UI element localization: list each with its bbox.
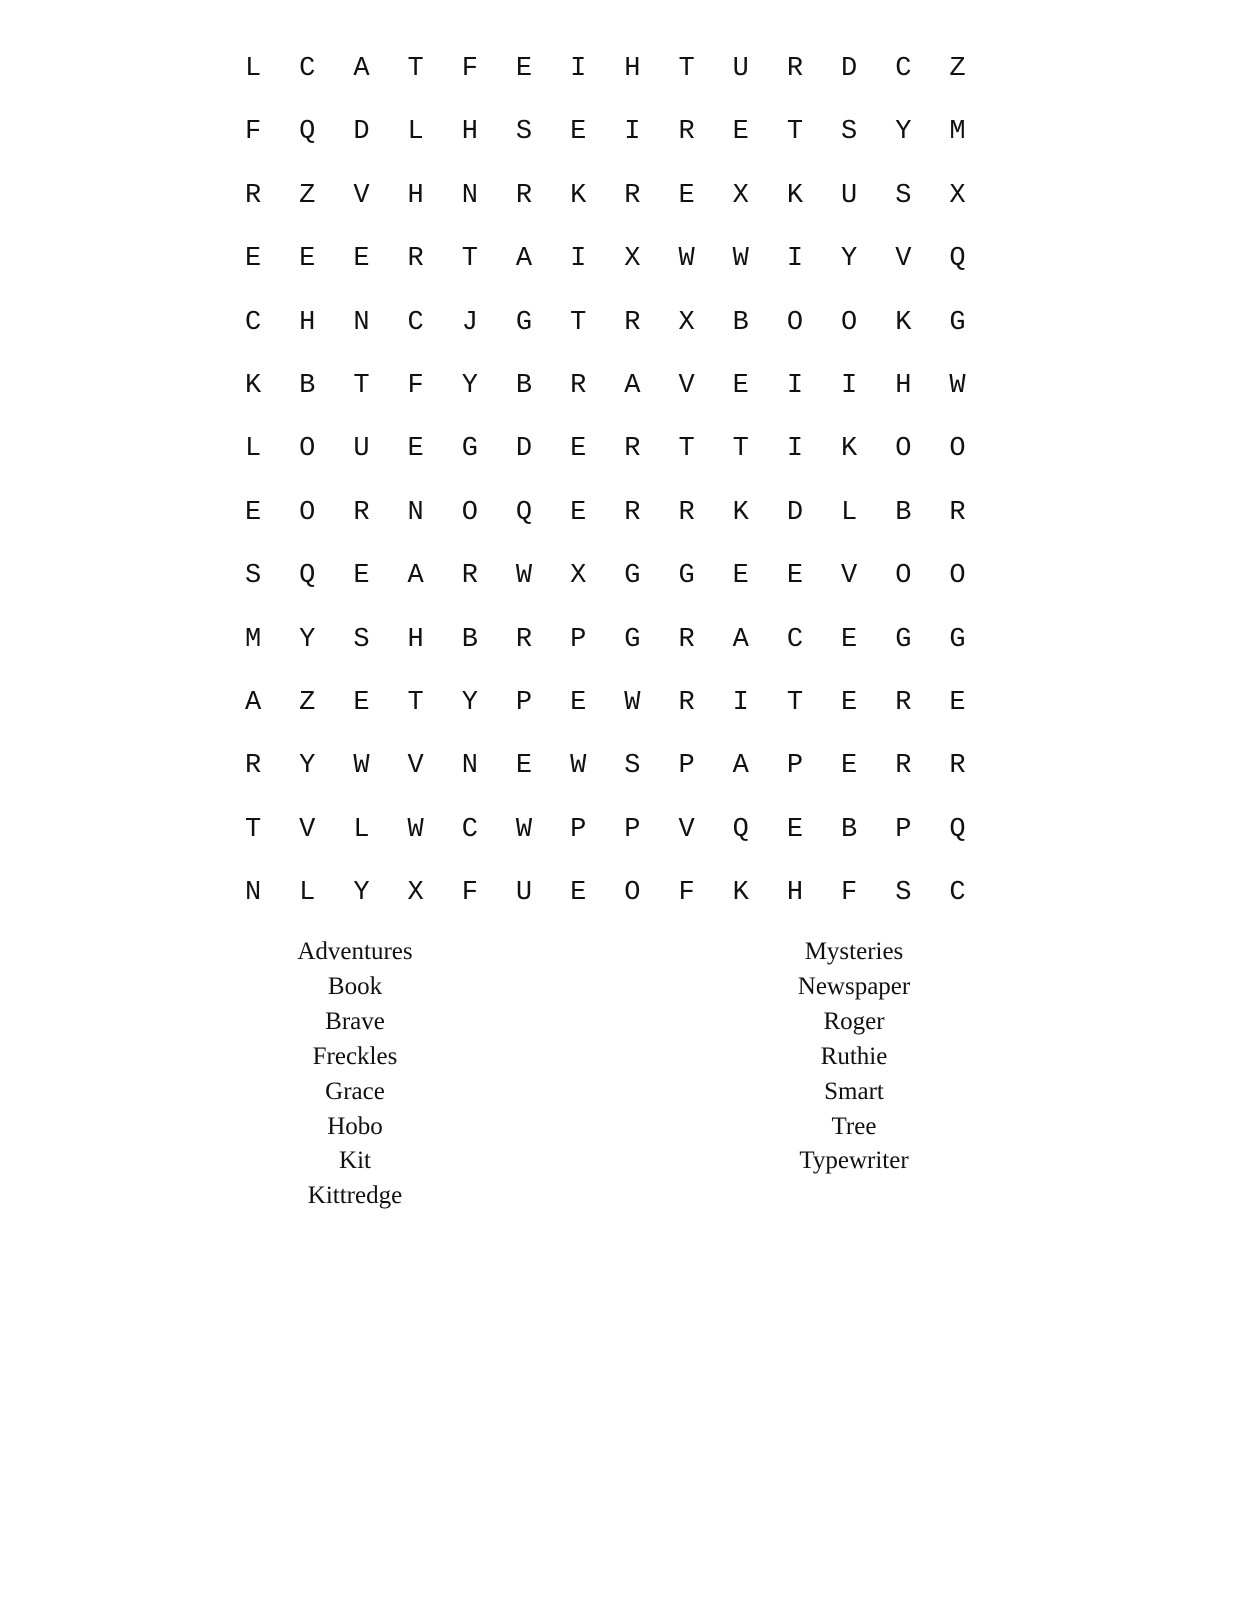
grid-letter: Z bbox=[299, 687, 316, 718]
grid-letter: S bbox=[895, 180, 912, 211]
grid-letter: V bbox=[353, 180, 370, 211]
grid-letter: L bbox=[244, 434, 262, 465]
grid-letter: W bbox=[515, 814, 533, 845]
grid-letter: O bbox=[949, 434, 966, 465]
grid-letter: C bbox=[786, 624, 804, 655]
grid-letter: B bbox=[461, 624, 478, 655]
grid-letter: R bbox=[461, 561, 478, 592]
grid-letter: F bbox=[407, 370, 424, 401]
grid-letter: L bbox=[841, 497, 858, 528]
grid-letter: T bbox=[407, 687, 424, 718]
grid-letter: U bbox=[732, 54, 749, 84]
grid-letter: Y bbox=[461, 370, 478, 401]
grid-letter: N bbox=[407, 497, 424, 528]
grid-letter: V bbox=[678, 814, 695, 845]
grid-letter: K bbox=[732, 878, 749, 909]
grid-letter: G bbox=[678, 561, 695, 592]
grid-letter: T bbox=[732, 434, 749, 465]
grid-letter: U bbox=[841, 180, 858, 211]
grid-letter: O bbox=[624, 878, 641, 909]
grid-letter: W bbox=[515, 561, 533, 592]
grid-letter: L bbox=[299, 878, 316, 909]
grid-letter: K bbox=[244, 370, 262, 401]
grid-letter: U bbox=[353, 434, 370, 465]
grid-letter: O bbox=[895, 561, 912, 592]
grid-letter: Y bbox=[299, 624, 316, 655]
grid-letter: Y bbox=[461, 687, 478, 718]
grid-letter: R bbox=[407, 244, 424, 275]
grid-letter: P bbox=[678, 751, 695, 782]
grid-letter: R bbox=[678, 687, 695, 718]
grid-letter: G bbox=[624, 624, 641, 655]
grid-letter: A bbox=[732, 751, 749, 782]
grid-letter: B bbox=[299, 370, 316, 401]
grid-letter: J bbox=[461, 307, 478, 338]
grid-letter: A bbox=[407, 561, 424, 592]
grid-letter: E bbox=[841, 751, 858, 782]
grid-letter: R bbox=[515, 624, 533, 655]
grid-letter: E bbox=[353, 244, 370, 275]
grid-letter: P bbox=[786, 751, 804, 782]
grid-letter: V bbox=[678, 370, 695, 401]
grid-letter: L bbox=[353, 814, 370, 845]
grid-letter: P bbox=[515, 687, 533, 718]
grid-letter: R bbox=[244, 180, 262, 211]
grid-letter: R bbox=[949, 751, 966, 782]
grid-letter: O bbox=[841, 307, 858, 338]
grid-letter: Q bbox=[949, 814, 966, 845]
grid-letter: A bbox=[624, 370, 641, 401]
grid-letter: G bbox=[624, 561, 641, 592]
grid-letter: R bbox=[624, 307, 641, 338]
grid-letter: D bbox=[515, 434, 533, 465]
grid-letter: V bbox=[841, 561, 858, 592]
grid-letter: E bbox=[353, 561, 370, 592]
grid-letter: W bbox=[353, 751, 370, 782]
grid-letter: Q bbox=[299, 561, 316, 592]
grid-letter: N bbox=[461, 180, 478, 211]
grid-letter: V bbox=[895, 244, 912, 275]
grid-letter: Q bbox=[949, 244, 966, 275]
grid-letter: K bbox=[895, 307, 912, 338]
grid-letter: P bbox=[624, 814, 641, 845]
grid-letter: S bbox=[244, 561, 262, 592]
word-list-item: Freckles bbox=[312, 1042, 398, 1070]
grid-letter: R bbox=[895, 751, 912, 782]
grid-letter: B bbox=[732, 307, 749, 338]
grid-letter: C bbox=[299, 54, 316, 84]
grid-letter: I bbox=[786, 244, 804, 275]
grid-letter: U bbox=[515, 878, 533, 909]
word-list-item: Kittredge bbox=[307, 1182, 403, 1210]
grid-letter: E bbox=[570, 434, 587, 465]
grid-letter: R bbox=[624, 434, 641, 465]
grid-letter: T bbox=[244, 814, 262, 845]
grid-letter: R bbox=[786, 54, 804, 84]
grid-letter: R bbox=[949, 497, 966, 528]
grid-letter: O bbox=[786, 307, 804, 338]
grid-letter: H bbox=[407, 624, 424, 655]
grid-letter: F bbox=[461, 54, 478, 84]
grid-letter: D bbox=[786, 497, 804, 528]
grid-letter: W bbox=[949, 370, 966, 401]
grid-letter: E bbox=[570, 878, 587, 909]
grid-letter: T bbox=[786, 687, 804, 718]
grid-letter: B bbox=[841, 814, 858, 845]
grid-letter: E bbox=[353, 687, 370, 718]
grid-letter: G bbox=[949, 307, 966, 338]
grid-letter: B bbox=[895, 497, 912, 528]
grid-letter: G bbox=[461, 434, 478, 465]
grid-letter: B bbox=[515, 370, 533, 401]
grid-letter: E bbox=[732, 117, 749, 148]
grid-letter: K bbox=[570, 180, 587, 211]
grid-letter: C bbox=[461, 814, 478, 845]
grid-letter: S bbox=[841, 117, 858, 148]
grid-letter: E bbox=[949, 687, 966, 718]
grid-letter: D bbox=[353, 117, 370, 148]
grid-letter: Z bbox=[949, 54, 966, 84]
grid-letter: O bbox=[299, 497, 316, 528]
word-list-item: Hobo bbox=[327, 1112, 383, 1140]
grid-letter: R bbox=[678, 624, 695, 655]
grid-letter: R bbox=[678, 497, 695, 528]
grid-letter: A bbox=[515, 244, 533, 275]
grid-letter: C bbox=[407, 307, 424, 338]
grid-letter: N bbox=[244, 878, 262, 909]
grid-letter: H bbox=[624, 54, 641, 84]
word-list-item: Newspaper bbox=[797, 972, 911, 1000]
word-list-item: Brave bbox=[325, 1007, 385, 1035]
grid-letter: R bbox=[515, 180, 533, 211]
word-list-item: Adventures bbox=[297, 938, 413, 965]
word-list-left bbox=[225, 935, 485, 1214]
grid-letter: Y bbox=[895, 117, 912, 148]
grid-letter: H bbox=[895, 370, 912, 401]
grid-letter: R bbox=[895, 687, 912, 718]
grid-letter: P bbox=[570, 814, 587, 845]
grid-letter: T bbox=[407, 54, 424, 84]
grid-letter: K bbox=[732, 497, 749, 528]
grid-letter: S bbox=[515, 117, 533, 148]
grid-letter: I bbox=[841, 370, 858, 401]
grid-letter: H bbox=[786, 878, 804, 909]
grid-letter: P bbox=[570, 624, 587, 655]
grid-letter: E bbox=[299, 244, 316, 275]
grid-letter: W bbox=[624, 687, 641, 718]
word-list-item: Grace bbox=[325, 1077, 385, 1105]
grid-letter: N bbox=[353, 307, 370, 338]
grid-letter: Y bbox=[353, 878, 370, 909]
grid-letter: W bbox=[407, 814, 424, 845]
grid-letter: X bbox=[732, 180, 749, 211]
grid-letter: R bbox=[678, 117, 695, 148]
grid-letter: R bbox=[570, 370, 587, 401]
word-list-item: Tree bbox=[831, 1112, 877, 1140]
grid-letter: E bbox=[570, 117, 587, 148]
grid-letter: X bbox=[407, 878, 424, 909]
grid-letter: Q bbox=[299, 117, 316, 148]
grid-letter: O bbox=[895, 434, 912, 465]
grid-letter: Q bbox=[732, 814, 749, 845]
grid-letter: W bbox=[732, 244, 749, 275]
grid-letter: E bbox=[570, 687, 587, 718]
grid-letter: Y bbox=[299, 751, 316, 782]
grid-letter: S bbox=[353, 624, 370, 655]
grid-letter: S bbox=[895, 878, 912, 909]
grid-letter: C bbox=[244, 307, 262, 338]
grid-letter: E bbox=[407, 434, 424, 465]
grid-letter: X bbox=[570, 561, 587, 592]
grid-letter: T bbox=[678, 54, 695, 84]
grid-letter: I bbox=[786, 370, 804, 401]
grid-letter: V bbox=[407, 751, 424, 782]
grid-letter: H bbox=[299, 307, 316, 338]
grid-letter: E bbox=[515, 54, 533, 84]
grid-letter: G bbox=[895, 624, 912, 655]
grid-letter: E bbox=[732, 370, 749, 401]
letter-grid bbox=[226, 38, 982, 925]
grid-letter: A bbox=[732, 624, 749, 655]
grid-letter: S bbox=[624, 751, 641, 782]
grid-letter: P bbox=[895, 814, 912, 845]
word-list-item: Kit bbox=[339, 1147, 371, 1175]
word-list-item: Smart bbox=[824, 1077, 884, 1105]
grid-letter: M bbox=[949, 117, 966, 148]
grid-letter: L bbox=[407, 117, 424, 148]
grid-letter: W bbox=[570, 751, 587, 782]
word-list-right bbox=[724, 935, 984, 1179]
grid-letter: C bbox=[949, 878, 966, 909]
grid-letter: X bbox=[678, 307, 695, 338]
grid-letter: I bbox=[732, 687, 749, 718]
grid-letter: N bbox=[461, 751, 478, 782]
grid-letter: D bbox=[841, 54, 858, 84]
grid-letter: E bbox=[841, 624, 858, 655]
word-list-item: Roger bbox=[823, 1007, 885, 1035]
grid-letter: R bbox=[624, 497, 641, 528]
word-list-item: Typewriter bbox=[799, 1147, 909, 1175]
grid-letter: A bbox=[353, 54, 370, 84]
word-list-item: Ruthie bbox=[820, 1042, 888, 1070]
grid-letter: C bbox=[895, 54, 912, 84]
grid-letter: T bbox=[570, 307, 587, 338]
grid-letter: L bbox=[244, 54, 262, 84]
grid-letter: T bbox=[786, 117, 804, 148]
grid-letter: F bbox=[678, 878, 695, 909]
grid-letter: K bbox=[841, 434, 858, 465]
grid-letter: F bbox=[841, 878, 858, 909]
grid-letter: H bbox=[461, 117, 478, 148]
grid-letter: F bbox=[461, 878, 478, 909]
grid-letter: V bbox=[299, 814, 316, 845]
grid-letter: E bbox=[570, 497, 587, 528]
grid-letter: G bbox=[515, 307, 533, 338]
grid-letter: O bbox=[949, 561, 966, 592]
grid-letter: X bbox=[624, 244, 641, 275]
grid-letter: Z bbox=[299, 180, 316, 211]
grid-letter: F bbox=[244, 117, 262, 148]
word-list-item: Book bbox=[327, 972, 383, 1000]
grid-letter: I bbox=[786, 434, 804, 465]
grid-letter: R bbox=[353, 497, 370, 528]
grid-letter: T bbox=[353, 370, 370, 401]
grid-letter: E bbox=[244, 497, 262, 528]
grid-letter: E bbox=[244, 244, 262, 275]
grid-letter: Y bbox=[841, 244, 858, 275]
grid-letter: H bbox=[407, 180, 424, 211]
grid-letter: O bbox=[299, 434, 316, 465]
grid-letter: I bbox=[570, 54, 587, 84]
grid-letter: Q bbox=[515, 497, 533, 528]
grid-letter: I bbox=[624, 117, 641, 148]
grid-letter: E bbox=[515, 751, 533, 782]
grid-letter: M bbox=[244, 624, 262, 655]
word-list-item: Mysteries bbox=[804, 938, 904, 965]
grid-letter: E bbox=[678, 180, 695, 211]
grid-letter: R bbox=[624, 180, 641, 211]
grid-letter: E bbox=[786, 561, 804, 592]
grid-letter: E bbox=[786, 814, 804, 845]
grid-letter: E bbox=[732, 561, 749, 592]
grid-letter: T bbox=[678, 434, 695, 465]
grid-letter: E bbox=[841, 687, 858, 718]
grid-letter: I bbox=[570, 244, 587, 275]
grid-letter: W bbox=[678, 244, 695, 275]
grid-letter: K bbox=[786, 180, 804, 211]
grid-letter: X bbox=[949, 180, 966, 211]
grid-letter: A bbox=[244, 687, 262, 718]
grid-letter: O bbox=[461, 497, 478, 528]
grid-letter: T bbox=[461, 244, 478, 275]
grid-letter: R bbox=[244, 751, 262, 782]
grid-letter: G bbox=[949, 624, 966, 655]
